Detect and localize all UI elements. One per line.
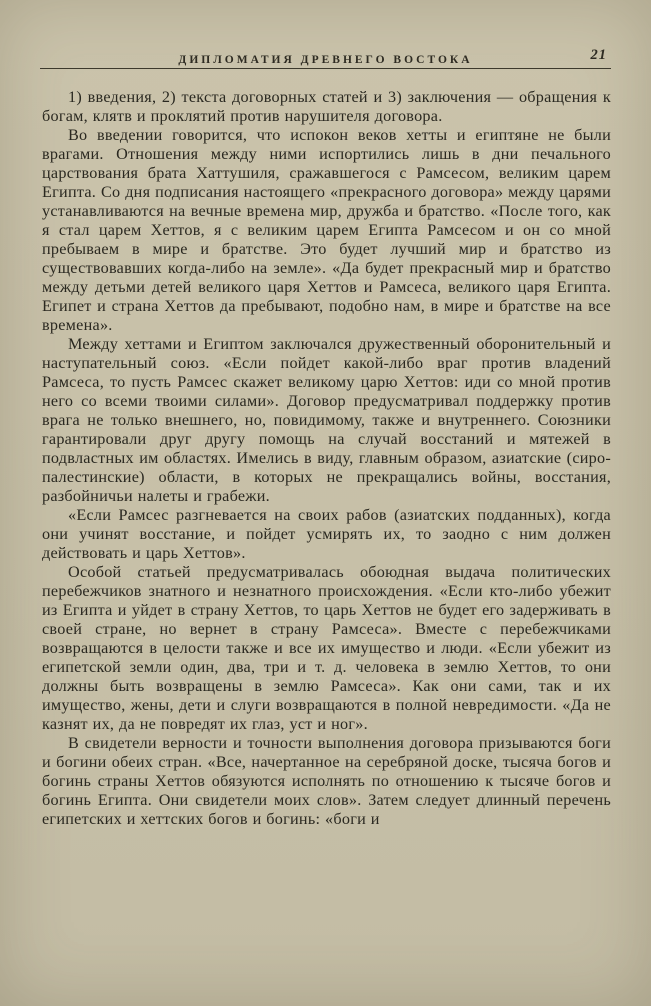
- paragraph: 1) введения, 2) текста договорных статей и 3) заключения — обращения к богам, клятв и проклятий против нарушителя договора.: [42, 88, 611, 125]
- header-rule: [40, 68, 611, 69]
- paragraph: В свидетели верности и точности выполнения договора призываются боги и богини обеих стран. «Все, начертанное на серебряной доске, тысяча богов и богинь страны Хеттов обязуются исполнять по отношению к тысяче богов и богинь Египта. Они свидетели моих слов». Затем следует длинный перечень египетских и хеттских богов и богинь: «боги и: [42, 734, 611, 828]
- paragraph: Во введении говорится, что испокон веков хетты и египтяне не были врагами. Отношения между ними испортились лишь в дни печального царствования брата Хаттушиля, сражавшегося с Рамсесом, великим царем Египта. Со дня подписания настоящего «прекрасного договора» между царями устанавливаются на вечные времена мир, дружба и братство. «После того, как я стал царем Хеттов, я с великим царем Египта Рамсесом и он со мной пребываем в мире и братстве. Это будет лучший мир и братство из существовавших когда-либо на земле». «Да будет прекрасный мир и братство между детьми детей великого царя Хеттов и Рамсеса, великого царя Египта. Египет и страна Хеттов да пребывают, подобно нам, в мире и братстве на все времена».: [42, 126, 611, 334]
- page-number: 21: [590, 47, 607, 63]
- page-header: [42, 47, 609, 68]
- paragraph: Между хеттами и Египтом заключался дружественный оборонительный и наступательный союз. «Если пойдет какой-либо враг против владений Рамсеса, то пусть Рамсес скажет великому царю Хеттов: иди со мной против него со всеми твоими силами». Договор предусматривал поддержку против врага не только внешнего, но, повидимому, также и внутреннего. Союзники гарантировали друг другу помощь на случай восстаний и мятежей в подвластных им областях. Имелись в виду, главным образом, азиатские (сиро-палестинские) области, в которых не прекращались войны, восстания, разбойничьи налеты и грабежи.: [42, 335, 611, 505]
- paragraph: Особой статьей предусматривалась обоюдная выдача политических перебежчиков знатного и незнатного происхождения. «Если кто-либо убежит из Египта и уйдет в страну Хеттов, то царь Хеттов не будет его задерживать в своей стране, но вернет в страну Рамсеса». Вместе с перебежчиками возвращаются в целости также и все их имущество и люди. «Если убежит из египетской земли один, два, три и т. д. человека в землю Хеттов, то они должны быть возвращены в землю Рамсеса». Как они сами, так и их имущество, жены, дети и слуги возвращаются в полной невредимости. «Да не казнят их, да не повредят их глаз, уст и ног».: [42, 563, 611, 733]
- page-text-body: [42, 88, 611, 829]
- paragraph: «Если Рамсес разгневается на своих рабов (азиатских подданных), когда они учинят восстание, и пойдет усмирять их, то заодно с ним должен действовать и царь Хеттов».: [42, 506, 611, 562]
- running-title: ДИПЛОМАТИЯ ДРЕВНЕГО ВОСТОКА: [178, 54, 473, 66]
